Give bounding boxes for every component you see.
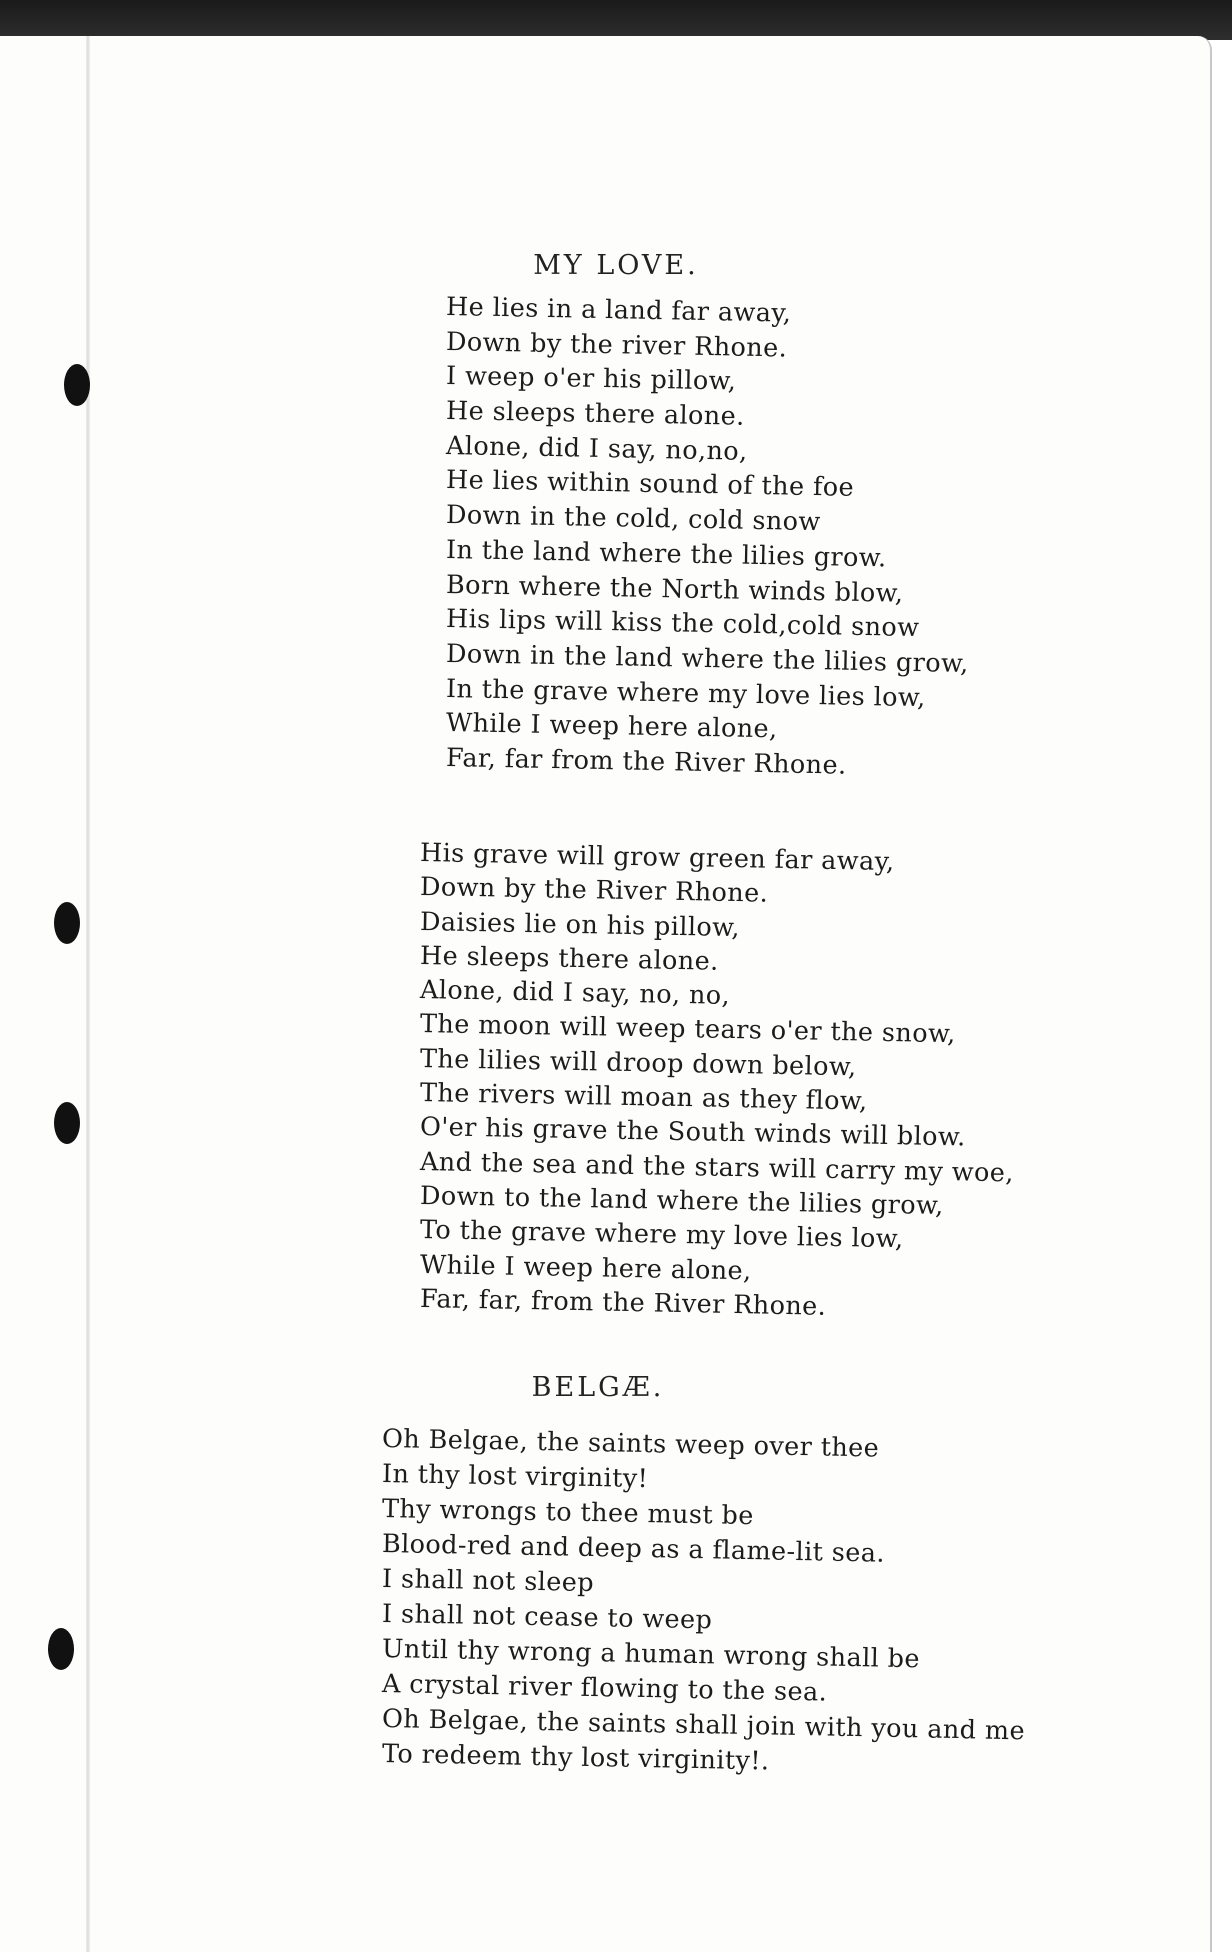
poem-line: While I weep here alone, [419, 1249, 752, 1286]
poem-line: He lies within sound of the foe [445, 465, 855, 504]
poem-line: I shall not cease to weep [381, 1599, 713, 1636]
poem-line: Down by the river Rhone. [445, 326, 788, 364]
poem-title-my-love: MY LOVE. [533, 250, 699, 281]
poem-line: Oh Belgae, the saints weep over thee [381, 1424, 880, 1464]
poem-line: He sleeps there alone. [419, 940, 719, 977]
poem-line: His lips will kiss the cold,cold snow [445, 604, 920, 644]
poem-line: I weep o'er his pillow, [445, 361, 737, 397]
poem-line: And the sea and the stars will carry my woe, [419, 1146, 1015, 1189]
binding-hole [64, 364, 90, 406]
page-fold [86, 36, 90, 1952]
poem-title-belgae: BELGÆ. [531, 1372, 665, 1403]
poem-line: He sleeps there alone. [445, 396, 745, 432]
scan-top-edge [0, 0, 1232, 40]
poem-line: Far, far, from the River Rhone. [419, 1283, 827, 1322]
poem-line: Thy wrongs to thee must be [381, 1494, 755, 1532]
poem-line: Alone, did I say, no,no, [445, 430, 748, 467]
poem-line: Down in the land where the lilies grow, [445, 638, 969, 679]
poem-line: The lilies will droop down below, [419, 1043, 857, 1083]
poem-line: His grave will grow green far away, [419, 838, 895, 878]
binding-hole [54, 902, 80, 944]
poem-line: The rivers will moan as they flow, [419, 1078, 868, 1117]
poem-line: In thy lost virginity! [381, 1459, 649, 1495]
poem-line: In the grave where my love lies low, [445, 673, 926, 713]
poem-line: To the grave where my love lies low, [419, 1215, 904, 1255]
poem-line: Down in the cold, cold snow [445, 500, 821, 538]
poem-line: To redeem thy lost virginity!. [381, 1739, 770, 1777]
belgae-stanza [381, 1422, 1026, 1777]
my-love-stanza-2 [419, 836, 1015, 1322]
poem-line: Alone, did I say, no, no, [419, 975, 731, 1012]
poem-line: While I weep here alone, [445, 708, 778, 745]
poem-line: Born where the North winds blow, [445, 569, 904, 609]
poem-line: I shall not sleep [381, 1564, 595, 1599]
poem-line: Far, far from the River Rhone. [445, 742, 847, 781]
poem-line: Oh Belgae, the saints shall join with you and me [381, 1704, 1026, 1747]
poem-line: Until thy wrong a human wrong shall be [381, 1634, 921, 1675]
poem-line: Blood-red and deep as a flame-lit sea. [381, 1529, 886, 1569]
binding-hole [54, 1102, 80, 1144]
poem-line: Down to the land where the lilies grow, [419, 1180, 945, 1222]
binding-hole [48, 1628, 74, 1670]
poem-line: Daisies lie on his pillow, [419, 906, 741, 943]
poem-line: In the land where the lilies grow. [445, 534, 887, 574]
poem-line: Down by the River Rhone. [419, 872, 769, 909]
poem-line: A crystal river flowing to the sea. [381, 1669, 828, 1708]
poem-line: O'er his grave the South winds will blow. [419, 1112, 966, 1153]
poem-line: The moon will weep tears o'er the snow, [419, 1009, 956, 1050]
poem-line: He lies in a land far away, [445, 292, 792, 329]
my-love-stanza-1 [445, 290, 969, 781]
